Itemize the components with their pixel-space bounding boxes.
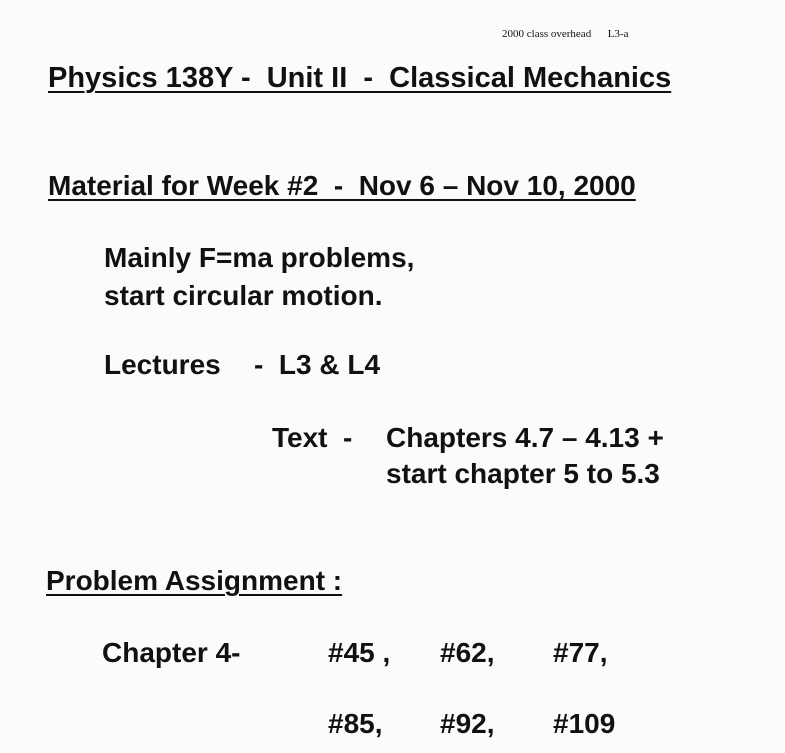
summary-line-2: start circular motion.	[104, 280, 383, 311]
summary-line-1: Mainly F=ma problems,	[104, 242, 415, 273]
chapter-label: Chapter 4-	[102, 637, 241, 668]
text-line-1: Chapters 4.7 – 4.13 +	[386, 422, 664, 453]
overhead-note	[502, 28, 628, 40]
lectures-label: Lectures	[104, 349, 221, 380]
text-line-2: start chapter 5 to 5.3	[386, 458, 660, 489]
problem-item: #77,	[553, 637, 608, 668]
page-title: Physics 138Y - Unit II - Classical Mechanics	[48, 62, 672, 94]
problem-item: #92,	[440, 708, 495, 739]
text-label: Text -	[272, 422, 353, 453]
assignment-heading: Problem Assignment :	[46, 565, 343, 596]
overhead-label: 2000 class overhead	[502, 28, 592, 40]
overhead-code: L3-a	[607, 28, 629, 40]
problem-item: #45 ,	[328, 637, 391, 668]
lectures-value: - L3 & L4	[254, 349, 381, 380]
week-heading: Material for Week #2 - Nov 6 – Nov 10, 2000	[48, 170, 636, 201]
problem-item: #62,	[440, 637, 495, 668]
problem-item: #85,	[328, 708, 383, 739]
problem-item: #109	[553, 708, 616, 739]
